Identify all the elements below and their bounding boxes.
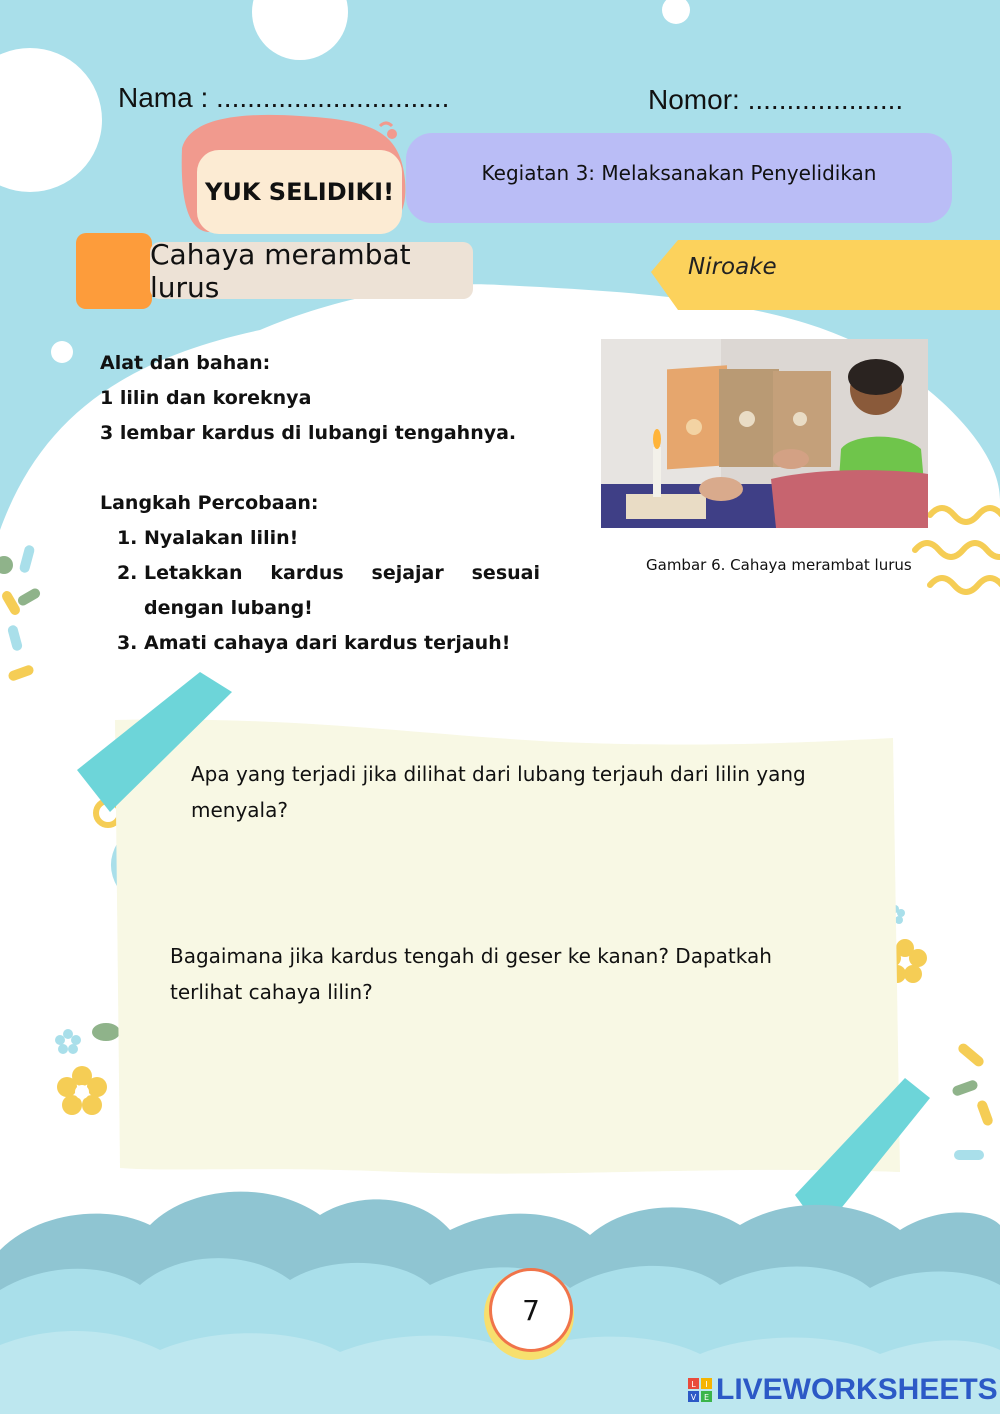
question-1: Apa yang terjadi jika dilihat dari lubang terjauh dari lilin yang menyala? bbox=[191, 762, 806, 822]
figure-caption: Gambar 6. Cahaya merambat lurus bbox=[646, 556, 912, 574]
brand-name: LIVEWORKSHEETS bbox=[716, 1373, 998, 1406]
activity-banner: Kegiatan 3: Melaksanakan Penyelidikan bbox=[406, 133, 952, 223]
procedure-step: 1. Nyalakan lilin! bbox=[144, 521, 540, 556]
topic-accent-square bbox=[76, 233, 152, 309]
procedure-step: 3. Amati cahaya dari kardus terjauh! bbox=[144, 626, 540, 661]
svg-text:L: L bbox=[691, 1380, 696, 1389]
materials-item: 1 lilin dan koreknya bbox=[100, 387, 312, 409]
liveworksheets-brand bbox=[688, 1372, 998, 1408]
materials-heading: Alat dan bahan: bbox=[100, 352, 271, 374]
banner-title: YUK SELIDIKI! bbox=[197, 150, 402, 234]
question-2: Bagaimana jika kardus tengah di geser ke kanan? Dapatkah terlihat cahaya lilin? bbox=[170, 944, 772, 1004]
svg-text:E: E bbox=[703, 1393, 710, 1402]
materials-item: 3 lembar kardus di lubangi tengahnya. bbox=[100, 422, 517, 444]
experiment-photo bbox=[601, 339, 928, 528]
author-tag: Niroake bbox=[688, 254, 777, 280]
name-field-label: Nama : .............................. bbox=[118, 82, 450, 113]
topic-title: Cahaya merambat lurus bbox=[150, 242, 473, 299]
instructions bbox=[100, 346, 540, 661]
procedure-step: 2. Letakkan kardus sejajar sesuai dengan lubang! bbox=[144, 556, 540, 626]
svg-text:V: V bbox=[690, 1393, 697, 1402]
page-number: 7 bbox=[489, 1268, 573, 1352]
liveworksheets-logo-icon bbox=[688, 1378, 712, 1402]
number-field-label: Nomor: .................... bbox=[648, 84, 904, 115]
procedure-heading: Langkah Percobaan: bbox=[100, 492, 319, 514]
svg-text:I: I bbox=[705, 1380, 708, 1389]
procedure-steps bbox=[100, 521, 540, 661]
